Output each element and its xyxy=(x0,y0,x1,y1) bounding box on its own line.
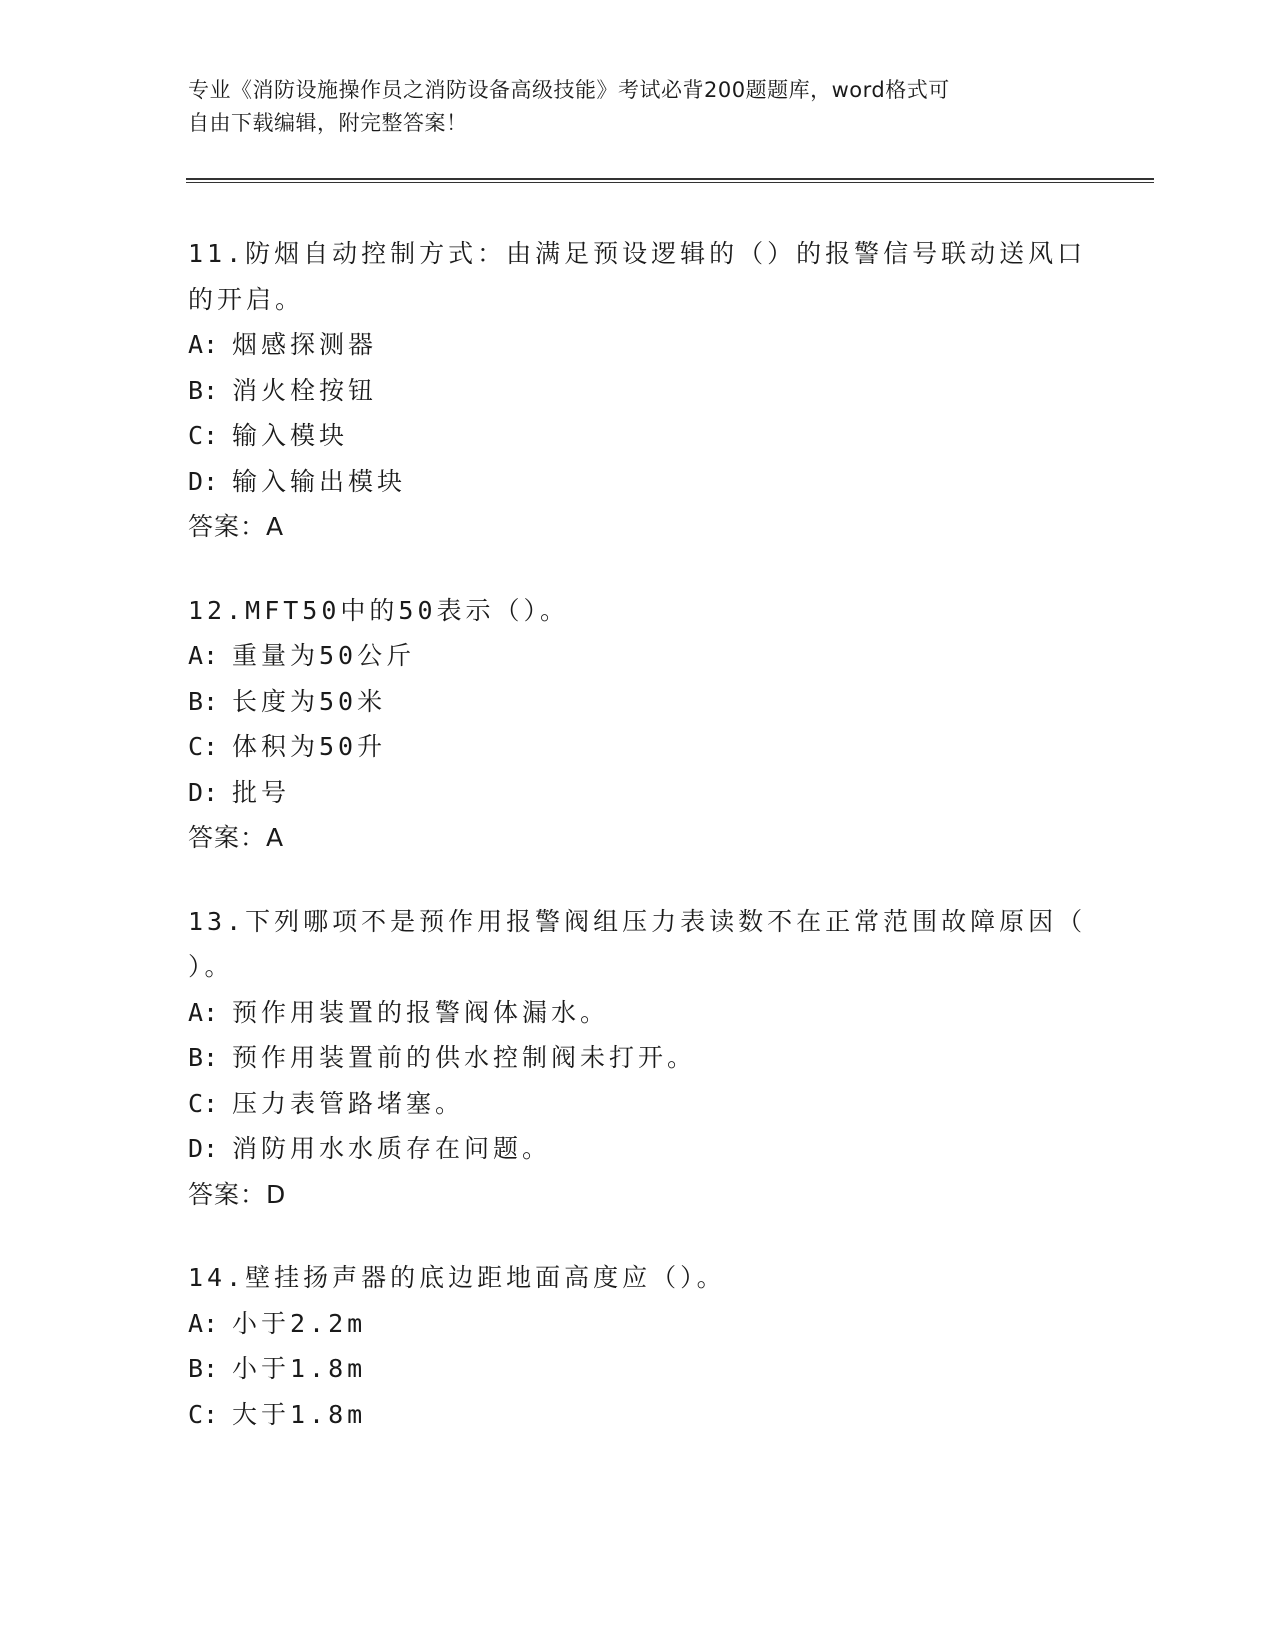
option-label: B: xyxy=(188,1354,219,1383)
option-text: 批号 xyxy=(232,777,291,807)
header-divider xyxy=(186,178,1154,183)
option-label: C: xyxy=(188,1399,219,1429)
option-text: 长度为50米 xyxy=(232,686,387,716)
answer: 答案：D xyxy=(188,1179,287,1209)
question-text: 13.下列哪项不是预作用报警阀组压力表读数不在正常范围故障原因（ xyxy=(188,906,1087,936)
option-text: 大于1.8m xyxy=(232,1399,367,1429)
option-label: B: xyxy=(188,686,219,716)
option-d xyxy=(188,459,1088,505)
option-b xyxy=(188,1035,1088,1081)
option-a xyxy=(188,322,1088,368)
option-label: B: xyxy=(188,375,219,405)
option-text: 体积为50升 xyxy=(232,732,387,761)
option-b xyxy=(188,679,1088,725)
question-text: 12.MFT50中的50表示（）。 xyxy=(188,595,570,625)
header-line-2: 自由下载编辑，附完整答案！ xyxy=(188,111,468,135)
option-label: B: xyxy=(188,1043,219,1072)
question-13 xyxy=(188,899,1088,1218)
option-a xyxy=(188,990,1088,1036)
option-text: 输入模块 xyxy=(232,421,349,450)
option-label: C: xyxy=(188,1088,219,1118)
option-text: 重量为50公斤 xyxy=(232,641,416,670)
header-line-1: 专业《消防设施操作员之消防设备高级技能》考试必背200题题库，word格式可 xyxy=(188,78,950,102)
option-label: A: xyxy=(188,330,219,359)
answer: 答案：A xyxy=(188,823,285,852)
option-c xyxy=(188,724,1088,770)
option-c xyxy=(188,1392,1088,1438)
option-label: A: xyxy=(188,1308,219,1338)
question-text: ）。 xyxy=(188,952,234,981)
option-text: 小于2.2m xyxy=(232,1308,367,1338)
option-label: A: xyxy=(188,997,219,1027)
option-label: D: xyxy=(188,466,219,496)
option-d xyxy=(188,1126,1088,1172)
option-b xyxy=(188,1346,1088,1392)
option-c xyxy=(188,413,1088,459)
option-text: 预作用装置的报警阀体漏水。 xyxy=(232,997,610,1027)
question-text: 11.防烟自动控制方式：由满足预设逻辑的（）的报警信号联动送风口 xyxy=(188,239,1087,268)
option-text: 压力表管路堵塞。 xyxy=(232,1088,465,1118)
option-label: A: xyxy=(188,641,219,670)
question-11 xyxy=(188,231,1088,550)
option-c xyxy=(188,1081,1088,1127)
answer: 答案：A xyxy=(188,512,285,541)
question-list xyxy=(188,231,1088,1475)
option-text: 烟感探测器 xyxy=(232,330,378,359)
option-a xyxy=(188,633,1088,679)
option-text: 预作用装置前的供水控制阀未打开。 xyxy=(232,1043,697,1072)
question-14 xyxy=(188,1255,1088,1437)
option-text: 小于1.8m xyxy=(232,1354,367,1383)
option-text: 输入输出模块 xyxy=(232,466,407,496)
option-a xyxy=(188,1301,1088,1347)
option-label: C: xyxy=(188,732,219,761)
option-label: D: xyxy=(188,777,219,807)
question-text: 14.壁挂扬声器的底边距地面高度应（）。 xyxy=(188,1263,726,1292)
option-text: 消防用水水质存在问题。 xyxy=(232,1134,552,1163)
option-label: D: xyxy=(188,1134,219,1163)
option-b xyxy=(188,368,1088,414)
option-text: 消火栓按钮 xyxy=(232,375,378,405)
option-label: C: xyxy=(188,421,219,450)
option-d xyxy=(188,770,1088,816)
question-text: 的开启。 xyxy=(188,284,305,314)
question-12 xyxy=(188,588,1088,861)
document-header xyxy=(188,74,1068,140)
